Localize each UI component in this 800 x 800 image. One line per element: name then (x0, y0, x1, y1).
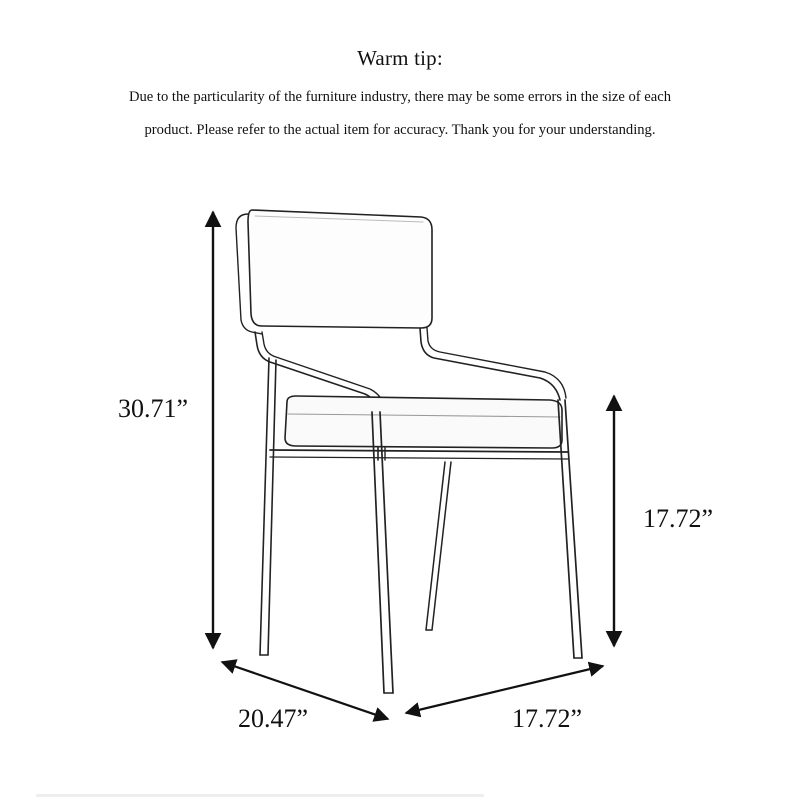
bottom-divider (36, 794, 484, 797)
warm-tip-line-1: Due to the particularity of the furniture industry, there may be some errors in the size of each (128, 89, 672, 105)
seat-cushion (285, 396, 562, 448)
backrest (248, 210, 432, 328)
front-left-leg (372, 412, 393, 693)
depth-label: 20.47” (238, 704, 309, 733)
width-label: 17.72” (512, 704, 583, 733)
warm-tip-title: Warm tip: (357, 46, 443, 70)
rear-right-leg (426, 462, 451, 630)
overall-height-label: 30.71” (118, 394, 189, 423)
seat-height-label: 17.72” (643, 504, 714, 533)
rear-left-leg (260, 358, 276, 655)
warm-tip-line-2: product. Please refer to the actual item for accuracy. Thank you for your understanding. (144, 122, 656, 138)
chair-illustration (236, 210, 582, 693)
